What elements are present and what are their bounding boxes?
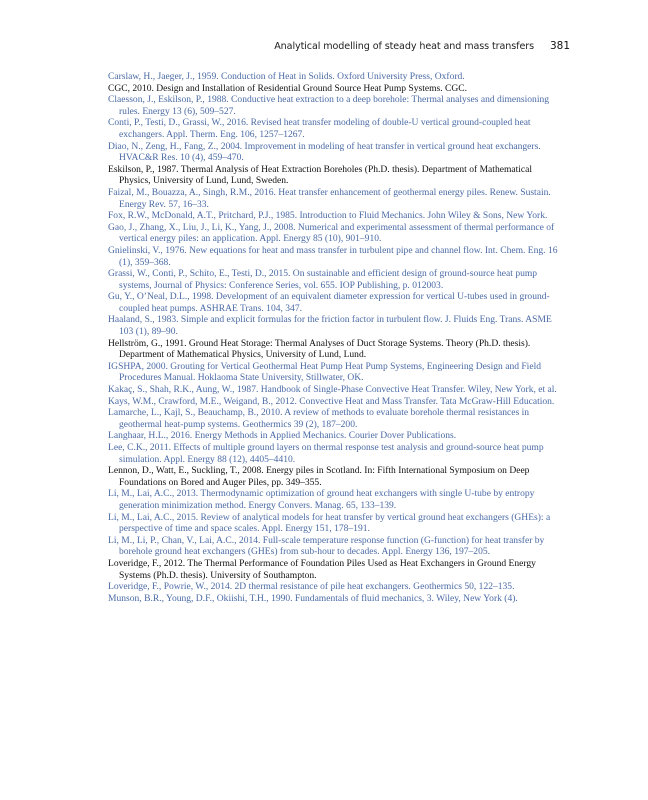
reference-entry[interactable]: Loveridge, F., Powrie, W., 2014. 2D thermal resistance of pile heat exchangers. Geothermics 50, 122–135. bbox=[108, 581, 515, 593]
reference-entry: CGC, 2010. Design and Installation of Residential Ground Source Heat Pump Systems. CGC. bbox=[108, 82, 468, 94]
reference-entry[interactable]: Fox, R.W., McDonald, A.T., Pritchard, P.J., 1985. Introduction to Fluid Mechanics. John Wiley & Sons, New York. bbox=[108, 210, 548, 222]
reference-entry[interactable]: Conti, P., Testi, D., Grassi, W., 2016. Revised heat transfer modeling of double-U vertical ground-coupled heat exchangers. Appl. Therm. Eng. 106, 1257–1267. bbox=[108, 117, 531, 140]
reference-entry[interactable]: Grassi, W., Conti, P., Schito, E., Testi, D., 2015. On sustainable and efficient design of ground-source heat pump systems, Journal of Physics: Conference Series, vol. 655. IOP Publishing, p. 012003. bbox=[108, 268, 538, 291]
reference-entry[interactable]: Kays, W.M., Crawford, M.E., Weigand, B., 2012. Convective Heat and Mass Transfer. Tata McGraw-Hill Education. bbox=[108, 395, 555, 407]
reference-entry[interactable]: Gnielinski, V., 1976. New equations for heat and mass transfer in turbulent pipe and channel flow. Int. Chem. Eng. 16 (1), 359–368. bbox=[108, 244, 558, 268]
reference-entry: Lennon, D., Watt, E., Suckling, T., 2008. Energy piles in Scotland. In: Fifth International Symposium on Deep Foundations on Bored and Auger Piles, pp. 349–355. bbox=[108, 465, 530, 488]
reference-list bbox=[108, 71, 562, 604]
reference-entry[interactable]: Diao, N., Zeng, H., Fang, Z., 2004. Improvement in modeling of heat transfer in vertical ground heat exchangers. HVAC&R Res. 10 (4), 459–470. bbox=[108, 140, 541, 164]
reference-entry[interactable]: Lee, C.K., 2011. Effects of multiple ground layers on thermal response test analysis and ground-source heat pump simulation. Appl. Energy 88 (12), 4405–4410. bbox=[108, 442, 544, 465]
reference-entry[interactable]: Li, M., Lai, A.C., 2015. Review of analytical models for heat transfer by vertical ground heat exchangers (GHEs): a perspective of time and space scales. Appl. Energy 151, 178–191. bbox=[108, 511, 551, 535]
reference-entry[interactable]: IGSHPA, 2000. Grouting for Vertical Geothermal Heat Pump Heat Pump Systems, Engineering Design and Field Procedures Manual. Hoklaoma State University, Stillwater, OK. bbox=[108, 360, 542, 384]
reference-entry[interactable]: Langhaar, H.L., 2016. Energy Methods in Applied Mechanics. Courier Dover Publications. bbox=[108, 430, 457, 442]
reference-entry[interactable]: Kakaç, S., Shah, R.K., Aung, W., 1987. Handbook of Single-Phase Convective Heat Transfer. Wiley, New York, et al. bbox=[108, 384, 557, 396]
reference-entry[interactable]: Faizal, M., Bouazza, A., Singh, R.M., 2016. Heat transfer enhancement of geothermal energy piles. Renew. Sustain. Energy Rev. 57, 16–33. bbox=[108, 186, 551, 210]
reference-entry: Hellström, G., 1991. Ground Heat Storage: Thermal Analyses of Duct Storage Systems. Theory (Ph.D. thesis). Department of Mathematical Physics, University of Lund, Lund. bbox=[108, 337, 531, 361]
running-title: Analytical modelling of steady heat and mass transfers bbox=[274, 41, 534, 52]
reference-entry: Loveridge, F., 2012. The Thermal Performance of Foundation Piles Used as Heat Exchangers in Ground Energy Systems (Ph.D. thesis). University of Southampton. bbox=[108, 557, 536, 581]
reference-entry: Eskilson, P., 1987. Thermal Analysis of Heat Extraction Boreholes (Ph.D. thesis). Department of Mathematical Physics, University of Lund, Lund, Sweden. bbox=[108, 163, 533, 187]
reference-entry[interactable]: Claesson, J., Eskilson, P., 1988. Conductive heat extraction to a deep borehole: Thermal analyses and dimensioning rules. Energy 13 (6), 509–527. bbox=[108, 94, 550, 117]
reference-entry[interactable]: Munson, B.R., Young, D.F., Okiishi, T.H., 1990. Fundamentals of fluid mechanics, 3. Wiley, New York (4). bbox=[108, 592, 518, 604]
reference-entry[interactable]: Haaland, S., 1983. Simple and explicit formulas for the friction factor in turbulent flow. J. Fluids Eng. Trans. ASME 103 (1), 89–90. bbox=[108, 314, 552, 338]
reference-entry[interactable]: Gu, Y., O’Neal, D.L., 1998. Development of an equivalent diameter expression for vertical U-tubes used in ground-coupled heat pumps. ASHRAE Trans. 104, 347. bbox=[108, 291, 550, 314]
reference-entry[interactable]: Li, M., Lai, A.C., 2013. Thermodynamic optimization of ground heat exchangers with single U-tube by entropy generation minimization method. Energy Convers. Manag. 65, 133–139. bbox=[108, 488, 535, 511]
page-header bbox=[108, 41, 570, 55]
reference-entry[interactable]: Gao, J., Zhang, X., Liu, J., Li, K., Yang, J., 2008. Numerical and experimental assessment of thermal performance of vertical energy piles: an application. Appl. Energy 85 (10), 901–910. bbox=[108, 221, 555, 245]
reference-entry[interactable]: Carslaw, H., Jaeger, J., 1959. Conduction of Heat in Solids. Oxford University Press, Oxford. bbox=[108, 71, 465, 82]
reference-entry[interactable]: Lamarche, L., Kajl, S., Beauchamp, B., 2010. A review of methods to evaluate borehole thermal resistances in geothermal heat-pump systems. Geothermics 39 (2), 187–200. bbox=[108, 407, 529, 430]
page-number: 381 bbox=[549, 40, 570, 52]
reference-entry[interactable]: Li, M., Li, P., Chan, V., Lai, A.C., 2014. Full-scale temperature response function (G-function) for heat transfer by borehole ground heat exchangers (GHEs) from sub-hour to decades. Appl. Energy 136, 197–205. bbox=[108, 534, 545, 558]
